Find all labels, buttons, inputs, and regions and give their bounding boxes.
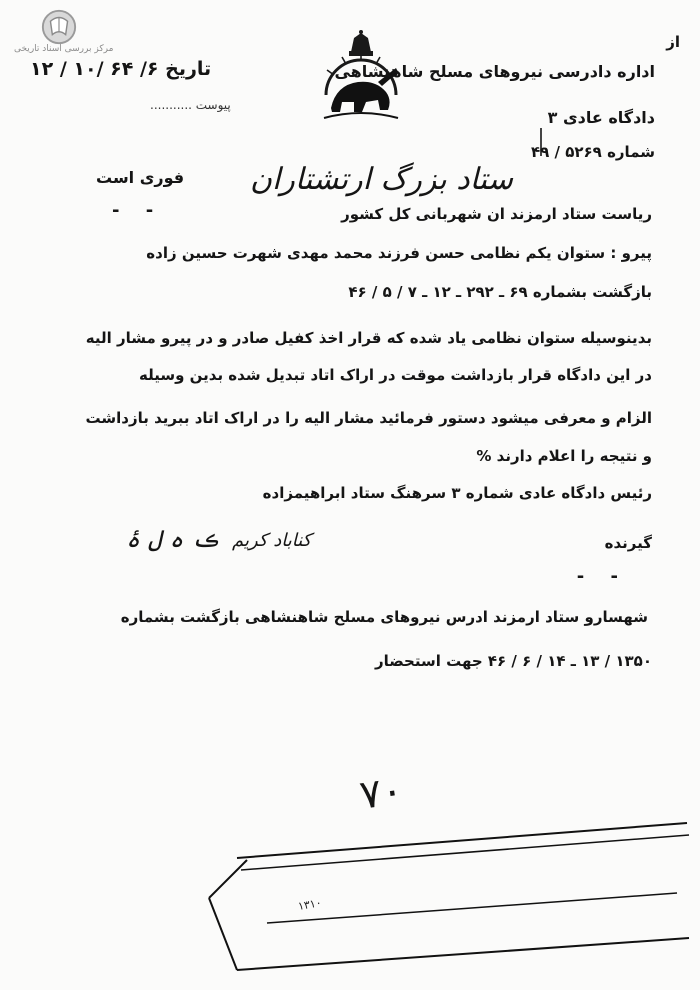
calligraphy-heading: ستاد بزرگ ارتشتاران bbox=[250, 162, 513, 197]
stamp-number: ۱۳۱۰ bbox=[297, 896, 323, 913]
header-court: دادگاه عادی ۳ bbox=[547, 108, 655, 127]
dash-mark: - - bbox=[112, 200, 164, 221]
footer-line: ۱۳۵۰ / ۱۳ ـ ۱۴ / ۶ / ۴۶ جهت استحضار bbox=[374, 652, 652, 670]
watermark-text: مرکز بررسی اسناد تاریخی bbox=[14, 44, 114, 54]
body-line: الزام و معرفی میشود دستور فرمائید مشار الیه را در اراک اتاد ببرید بازداشت bbox=[85, 409, 652, 427]
signatory-line: رئیس دادگاه عادی شماره ۳ سرهنگ ستاد ابراهیمزاده bbox=[262, 484, 652, 502]
header-department: اداره دادرسی نیروهای مسلح شاهنشاهی bbox=[334, 62, 655, 81]
header-number: شماره ۵۲۶۹ / ۴۹ bbox=[530, 143, 655, 161]
registry-stamp bbox=[207, 818, 697, 978]
body-line: بازگشت بشماره ۶۹ ـ ۲۹۲ ـ ۱۲ ـ ۷ / ۵ / ۴۶ bbox=[348, 283, 652, 301]
body-line: در این دادگاه قرار بازداشت موقت در اراک اتاد تبدیل شده بدین وسیله bbox=[139, 366, 652, 384]
handwritten-signature: ڪ ہ ل ۂ bbox=[126, 525, 220, 553]
recipients-label: گیرنده bbox=[604, 534, 652, 552]
body-line: ریاست ستاد ارمزند ان شهربانی کل کشور bbox=[341, 205, 652, 223]
body-line: پیرو : ستوان یکم نظامی حسن فرزند محمد مهدی شهرت حسین زاده bbox=[146, 244, 652, 262]
handwritten-number: ۷۰ bbox=[357, 767, 406, 819]
body-line: بدینوسیله ستوان نظامی یاد شده که قرار اخذ کفیل صادر و در پیرو مشار الیه bbox=[85, 329, 652, 347]
footer-line: شهسارو ستاد ارمزند ادرس نیروهای مسلح شاهنشاهی بازگشت بشماره bbox=[120, 608, 648, 626]
from-label: از bbox=[666, 33, 680, 51]
archive-logo-icon bbox=[40, 8, 78, 46]
date-field: تاریخ ۶/ ۶۴ /۱۰ / ۱۲ bbox=[30, 58, 212, 80]
dash-mark: - - bbox=[576, 566, 628, 587]
handwritten-name: کناباد کریم bbox=[232, 530, 312, 551]
attachment-field: پیوست ........... bbox=[150, 98, 231, 112]
urgency-label: فوری است bbox=[96, 168, 185, 187]
body-line: و نتیجه را اعلام دارند % bbox=[476, 447, 652, 465]
